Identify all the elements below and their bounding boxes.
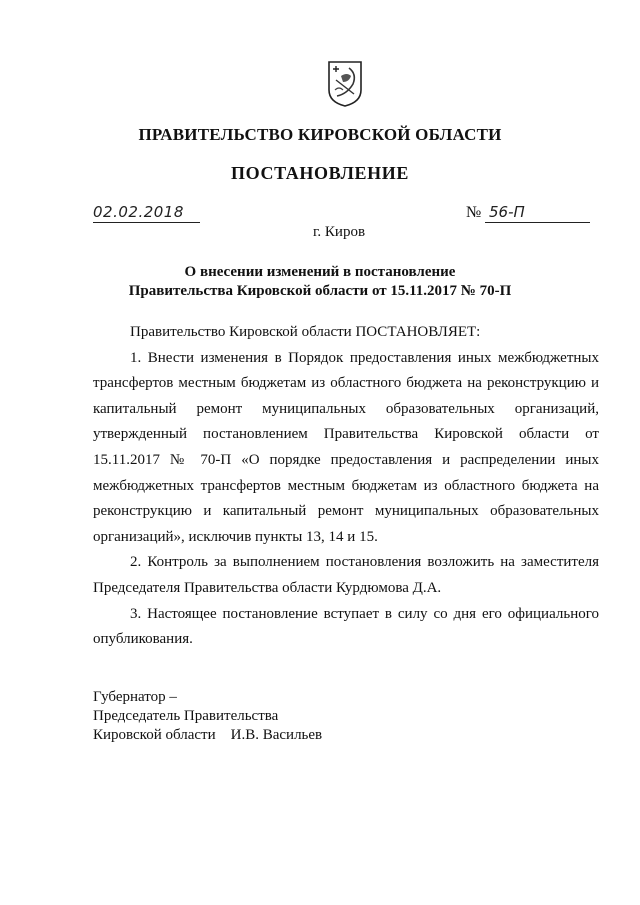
signature-org: Кировской области bbox=[93, 727, 216, 743]
city-label: г. Киров bbox=[312, 224, 366, 240]
date-field bbox=[93, 203, 200, 223]
subject-heading bbox=[0, 263, 640, 301]
signature-name: И.В. Васильев bbox=[230, 727, 323, 743]
subject-line-2: Правительства Кировской области от 15.11.2017 № 70-П bbox=[128, 283, 512, 299]
subject-line-1: О внесении изменений в постановление bbox=[184, 264, 456, 280]
item-1-paragraph: 1. Внести изменения в Порядок предоставления иных межбюджетных трансфертов местным бюджетам из областного бюджета на реконструкцию и капитальный ремонт муниципальных образовательных организаций, утвержденный постановлением Правительства Кировской области от 15.11.2017 № 70-П «О порядке предоставления и распределении иных межбюджетных трансфертов местным бюджетам из областного бюджета на реконструкцию и капитальный ремонт муниципальных образовательных организаций», исключив пункты 13, 14 и 15. bbox=[93, 349, 599, 545]
number-field bbox=[485, 203, 590, 223]
number-sign: № bbox=[466, 204, 482, 221]
item-2-paragraph: 2. Контроль за выполнением постановления возложить на заместителя Председателя Правительства области Курдюмова Д.А. bbox=[93, 554, 599, 596]
number-value: 56-П bbox=[489, 203, 525, 221]
document-body bbox=[93, 320, 599, 653]
signature-line-2: Председатель Правительства bbox=[93, 708, 279, 724]
document-type-title: ПОСТАНОВЛЕНИЕ bbox=[231, 163, 409, 183]
date-value: 02.02.2018 bbox=[93, 203, 184, 221]
signature-line-1: Губернатор – bbox=[93, 689, 177, 705]
signature-line-3 bbox=[93, 726, 322, 745]
organization-title: ПРАВИТЕЛЬСТВО КИРОВСКОЙ ОБЛАСТИ bbox=[138, 125, 502, 144]
item-3-paragraph: 3. Настоящее постановление вступает в силу со дня его официального опубликования. bbox=[93, 605, 599, 648]
signature-block bbox=[93, 688, 322, 745]
coat-of-arms-icon bbox=[327, 60, 363, 108]
intro-paragraph: Правительство Кировской области ПОСТАНОВЛЯЕТ: bbox=[130, 324, 481, 340]
